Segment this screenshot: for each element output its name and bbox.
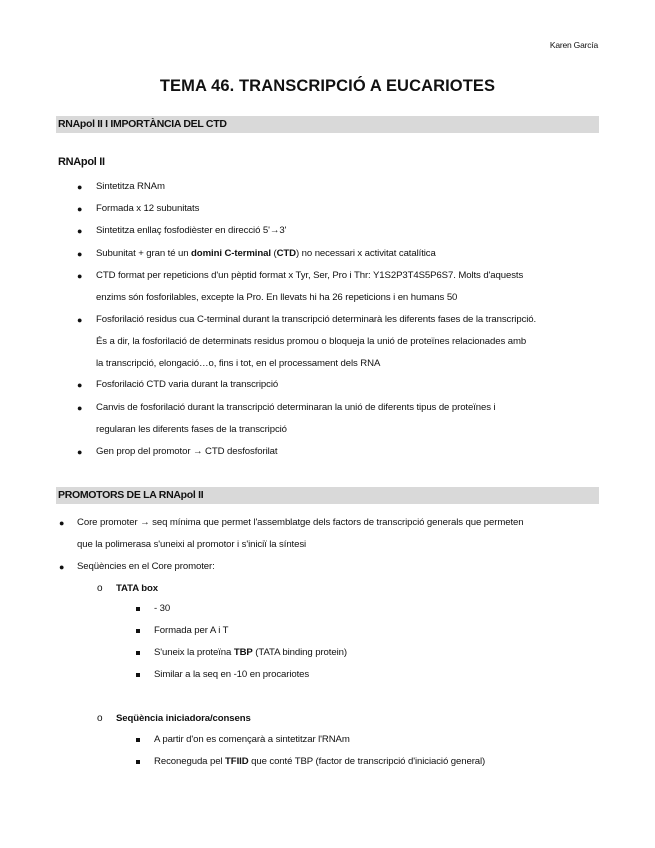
- list-item: A partir d'on es començarà a sintetitzar l'RNAm: [154, 734, 350, 745]
- list-item: Sintetitza RNAm: [96, 181, 165, 192]
- list-item: Gen prop del promotor → CTD desfosforilat: [96, 446, 278, 457]
- subheading-rnapol-ii: RNApol II: [58, 156, 105, 168]
- bullet-icon: ●: [77, 315, 83, 325]
- list-item: - 30: [154, 603, 171, 614]
- list-item: S'uneix la proteïna TBP (TATA binding protein): [154, 647, 347, 658]
- square-bullet-icon: [136, 673, 140, 677]
- list-item-continuation: regularan les diferents fases de la transcripció: [96, 424, 287, 435]
- bullet-icon: ●: [77, 226, 83, 236]
- list-item: Formada per A i T: [154, 625, 229, 636]
- sublist-heading-tata-box: TATA box: [116, 583, 159, 594]
- list-item: Sintetitza enllaç fosfodièster en direcció 5'→3': [96, 225, 287, 236]
- bullet-icon: ●: [77, 403, 83, 413]
- list-item: CTD format per repeticions d'un pèptid format x Tyr, Ser, Pro i Thr: Y1S2P3T4S5P6S7. Molts d'aquests: [96, 270, 524, 281]
- bullet-icon: ●: [77, 249, 83, 259]
- list-item: Formada x 12 subunitats: [96, 203, 200, 214]
- list-item-continuation: la transcripció, elongació…o, fins i tot, en el processament dels RNA: [96, 358, 381, 369]
- square-bullet-icon: [136, 607, 140, 611]
- bullet-icon: ●: [77, 271, 83, 281]
- list-item: Reconeguda pel TFIID que conté TBP (factor de transcripció d'iniciació general): [154, 756, 486, 767]
- list-item: Fosforilació CTD varia durant la transcripció: [96, 379, 279, 390]
- list-item-continuation: que la polimerasa s'uneixi al promotor i s'iniciï la síntesi: [77, 539, 307, 550]
- section-heading-promotors: PROMOTORS DE LA RNApol II: [56, 487, 599, 504]
- bullet-icon: ●: [77, 204, 83, 214]
- list-item: Seqüències en el Core promoter:: [77, 561, 215, 572]
- list-item: Canvis de fosforilació durant la transcripció determinaran la unió de diferents tipus de proteïnes i: [96, 402, 496, 413]
- section-heading-rnapol-ctd: RNApol II I IMPORTÀNCIA DEL CTD: [56, 116, 599, 133]
- list-item-continuation: És a dir, la fosforilació de determinats residus promou o bloqueja la unió de proteïnes relacionades amb: [96, 336, 527, 347]
- author-name: Karen García: [549, 40, 598, 50]
- square-bullet-icon: [136, 738, 140, 742]
- circle-bullet-icon: o: [97, 713, 103, 724]
- square-bullet-icon: [136, 651, 140, 655]
- list-item: Similar a la seq en -10 en procariotes: [154, 669, 310, 680]
- list-item: Fosforilació residus cua C-terminal durant la transcripció determinarà les diferents fases de la transcripció.: [96, 314, 537, 325]
- list-item-continuation: enzims són fosforilables, excepte la Pro. En llevats hi ha 26 repeticions i en humans 50: [96, 292, 458, 303]
- bullet-icon: ●: [59, 518, 65, 528]
- sublist-heading-iniciadora: Seqüència iniciadora/consens: [116, 713, 251, 724]
- square-bullet-icon: [136, 629, 140, 633]
- page-title: TEMA 46. TRANSCRIPCIÓ A EUCARIOTES: [159, 77, 496, 95]
- bullet-icon: ●: [77, 447, 83, 457]
- bullet-icon: ●: [77, 380, 83, 390]
- bullet-icon: ●: [77, 182, 83, 192]
- bullet-icon: ●: [59, 562, 65, 572]
- list-item: Subunitat + gran té un domini C-terminal (CTD) no necessari x activitat catalítica: [96, 248, 436, 259]
- list-item: Core promoter → seq mínima que permet l'assemblatge dels factors de transcripció generals que permeten: [77, 517, 524, 528]
- square-bullet-icon: [136, 760, 140, 764]
- circle-bullet-icon: o: [97, 583, 103, 594]
